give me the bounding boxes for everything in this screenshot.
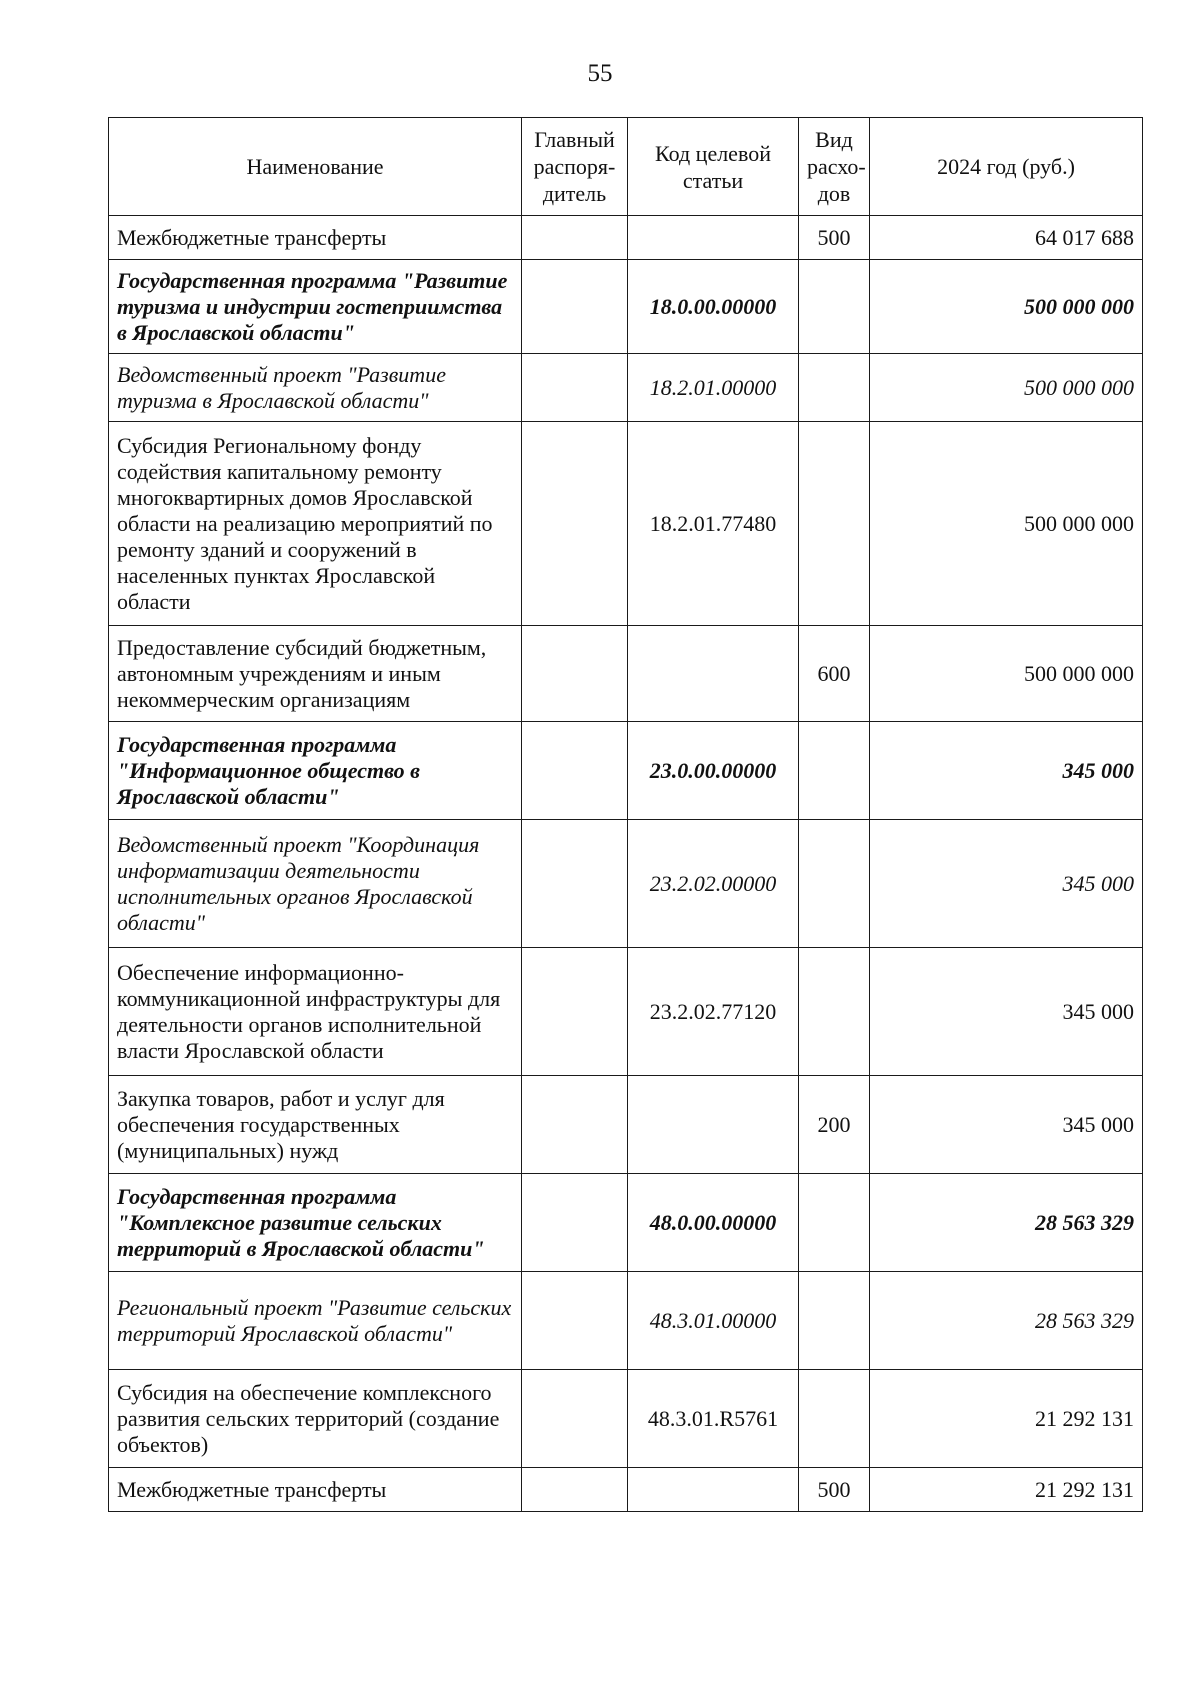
row-name: Межбюджетные трансферты (109, 216, 522, 260)
row-type: 500 (799, 216, 870, 260)
row-code: 23.2.02.00000 (628, 820, 799, 948)
row-name: Обеспечение информационно-коммуникационной инфраструктуры для деятельности органов исполнительной власти Ярославской области (109, 948, 522, 1076)
row-name: Межбюджетные трансферты (109, 1468, 522, 1512)
table-row (109, 626, 1143, 722)
row-amount: 21 292 131 (870, 1370, 1143, 1468)
budget-table (108, 117, 1143, 1512)
row-manager (522, 1468, 628, 1512)
row-code: 48.3.01.00000 (628, 1272, 799, 1370)
row-type (799, 1272, 870, 1370)
row-name: Государственная программа "Информационное общество в Ярославской области" (109, 722, 522, 820)
row-amount: 345 000 (870, 722, 1143, 820)
header-type: Вид расхо-дов (799, 118, 870, 216)
row-type (799, 820, 870, 948)
row-manager (522, 722, 628, 820)
header-code: Код целевой статьи (628, 118, 799, 216)
row-amount: 345 000 (870, 1076, 1143, 1174)
row-name: Ведомственный проект "Развитие туризма в Ярославской области" (109, 354, 522, 422)
row-type: 200 (799, 1076, 870, 1174)
row-type (799, 354, 870, 422)
row-name: Региональный проект "Развитие сельских территорий Ярославской области" (109, 1272, 522, 1370)
row-type (799, 1370, 870, 1468)
table-row (109, 722, 1143, 820)
table-row (109, 216, 1143, 260)
row-name: Предоставление субсидий бюджетным, автономным учреждениям и иным некоммерческим организациям (109, 626, 522, 722)
row-type (799, 422, 870, 626)
row-code: 48.3.01.R5761 (628, 1370, 799, 1468)
row-type (799, 948, 870, 1076)
row-manager (522, 216, 628, 260)
table-row (109, 1468, 1143, 1512)
table-row (109, 1174, 1143, 1272)
header-manager: Главный распоря-дитель (522, 118, 628, 216)
row-manager (522, 354, 628, 422)
row-amount: 345 000 (870, 820, 1143, 948)
row-manager (522, 422, 628, 626)
row-type (799, 722, 870, 820)
row-manager (522, 1174, 628, 1272)
table-row (109, 354, 1143, 422)
row-manager (522, 260, 628, 354)
row-manager (522, 948, 628, 1076)
table-row (109, 260, 1143, 354)
row-amount: 28 563 329 (870, 1174, 1143, 1272)
header-name: Наименование (109, 118, 522, 216)
row-amount: 500 000 000 (870, 354, 1143, 422)
row-amount: 64 017 688 (870, 216, 1143, 260)
row-name: Государственная программа "Комплексное развитие сельских территорий в Ярославской области" (109, 1174, 522, 1272)
row-name: Ведомственный проект "Координация информатизации деятельности исполнительных органов Ярославской области" (109, 820, 522, 948)
row-code (628, 216, 799, 260)
row-code (628, 1468, 799, 1512)
table-row (109, 422, 1143, 626)
row-manager (522, 1370, 628, 1468)
row-amount: 345 000 (870, 948, 1143, 1076)
row-type: 600 (799, 626, 870, 722)
row-amount: 21 292 131 (870, 1468, 1143, 1512)
row-manager (522, 820, 628, 948)
row-name: Субсидия на обеспечение комплексного развития сельских территорий (создание объектов) (109, 1370, 522, 1468)
table-row (109, 1076, 1143, 1174)
row-name: Государственная программа "Развитие туризма и индустрии гостеприимства в Ярославской области" (109, 260, 522, 354)
table-row (109, 948, 1143, 1076)
row-code: 18.2.01.77480 (628, 422, 799, 626)
row-amount: 500 000 000 (870, 260, 1143, 354)
row-code: 23.2.02.77120 (628, 948, 799, 1076)
row-manager (522, 626, 628, 722)
row-amount: 500 000 000 (870, 422, 1143, 626)
page-number: 55 (587, 60, 613, 87)
row-code: 18.0.00.00000 (628, 260, 799, 354)
row-code: 18.2.01.00000 (628, 354, 799, 422)
row-name: Закупка товаров, работ и услуг для обеспечения государственных (муниципальных) нужд (109, 1076, 522, 1174)
row-amount: 28 563 329 (870, 1272, 1143, 1370)
row-manager (522, 1272, 628, 1370)
row-amount: 500 000 000 (870, 626, 1143, 722)
row-code (628, 1076, 799, 1174)
table-row (109, 820, 1143, 948)
row-type (799, 1174, 870, 1272)
row-code (628, 626, 799, 722)
table-header-row (109, 118, 1143, 216)
table-row (109, 1272, 1143, 1370)
table-row (109, 1370, 1143, 1468)
row-code: 48.0.00.00000 (628, 1174, 799, 1272)
row-manager (522, 1076, 628, 1174)
row-type (799, 260, 870, 354)
row-type: 500 (799, 1468, 870, 1512)
row-name: Субсидия Региональному фонду содействия капитальному ремонту многоквартирных домов Ярославской области на реализацию мероприятий по ремонту зданий и сооружений в населенных пунктах Ярославской области (109, 422, 522, 626)
row-code: 23.0.00.00000 (628, 722, 799, 820)
header-amount: 2024 год (руб.) (870, 118, 1143, 216)
